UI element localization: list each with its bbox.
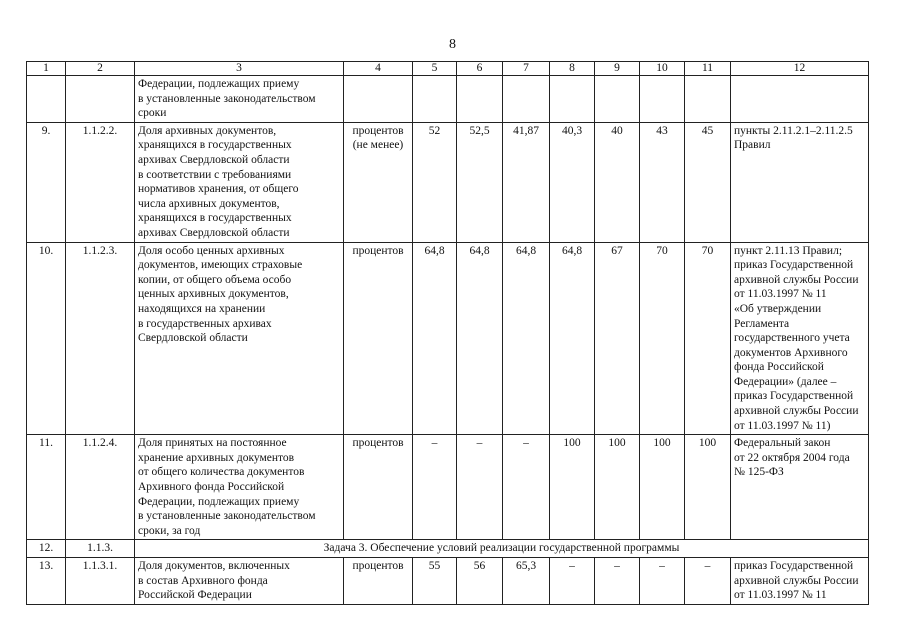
value-col-10: – <box>640 558 685 605</box>
indicator-name: Доля принятых на постоянное хранение архивных документов от общего количества документов Архивного фонда Российской Федерации, подлежащих приему в установленные законодательством сроки, за год <box>135 435 344 540</box>
value-col-7: 41,87 <box>503 122 550 242</box>
row-number: 11. <box>27 435 66 540</box>
indicator-name: Доля документов, включенных в состав Архивного фонда Российской Федерации <box>135 558 344 605</box>
value-col-7: 65,3 <box>503 558 550 605</box>
value-col-9 <box>595 76 640 123</box>
column-header: 3 <box>135 62 344 76</box>
unit <box>344 76 413 123</box>
value-col-10: 43 <box>640 122 685 242</box>
value-col-6: 56 <box>457 558 503 605</box>
value-col-8: – <box>550 558 595 605</box>
value-col-6 <box>457 76 503 123</box>
source-reference: пункты 2.11.2.1–2.11.2.5 Правил <box>731 122 869 242</box>
column-header: 4 <box>344 62 413 76</box>
value-col-9: 40 <box>595 122 640 242</box>
column-header: 1 <box>27 62 66 76</box>
value-col-5: 52 <box>413 122 457 242</box>
source-reference <box>731 76 869 123</box>
value-col-11 <box>685 76 731 123</box>
value-col-7 <box>503 76 550 123</box>
indicator-name: Доля особо ценных архивных документов, имеющих страховые копии, от общего объема особо ценных архивных документов, находящихся на хранении в государственных архивах Свердловской области <box>135 242 344 435</box>
source-reference: пункт 2.11.13 Правил; приказ Государственной архивной службы России от 11.03.1997 № 11 «Об утверждении Регламента государственного учета документов Архивного фонда Российской Федерации» (далее – приказ Государственной архивной службы России от 11.03.1997 № 11) <box>731 242 869 435</box>
value-col-9: 100 <box>595 435 640 540</box>
value-col-10: 70 <box>640 242 685 435</box>
value-col-5: – <box>413 435 457 540</box>
row-number: 10. <box>27 242 66 435</box>
value-col-7: 64,8 <box>503 242 550 435</box>
value-col-5: 55 <box>413 558 457 605</box>
table-row <box>27 558 869 605</box>
value-col-5 <box>413 76 457 123</box>
value-col-9: – <box>595 558 640 605</box>
column-header: 7 <box>503 62 550 76</box>
value-col-11: 70 <box>685 242 731 435</box>
source-reference: Федеральный закон от 22 октября 2004 года № 125-ФЗ <box>731 435 869 540</box>
value-col-5: 64,8 <box>413 242 457 435</box>
unit: процентов <box>344 558 413 605</box>
indicator-name: Федерации, подлежащих приему в установленные законодательством сроки <box>135 76 344 123</box>
column-header: 10 <box>640 62 685 76</box>
value-col-11: 100 <box>685 435 731 540</box>
task-row <box>27 540 869 558</box>
unit: процентов <box>344 242 413 435</box>
task-title: Задача 3. Обеспечение условий реализации государственной программы <box>135 540 869 558</box>
column-header: 11 <box>685 62 731 76</box>
unit: процентов <box>344 435 413 540</box>
value-col-10: 100 <box>640 435 685 540</box>
value-col-9: 67 <box>595 242 640 435</box>
indicator-code: 1.1.2.3. <box>66 242 135 435</box>
value-col-8: 40,3 <box>550 122 595 242</box>
page-number: 8 <box>449 37 456 52</box>
value-col-8: 100 <box>550 435 595 540</box>
table-header-row <box>27 62 869 76</box>
row-number: 12. <box>27 540 66 558</box>
indicators-table <box>26 61 869 605</box>
value-col-6: 64,8 <box>457 242 503 435</box>
unit: процентов (не менее) <box>344 122 413 242</box>
value-col-11: – <box>685 558 731 605</box>
column-header: 9 <box>595 62 640 76</box>
indicator-code: 1.1.3.1. <box>66 558 135 605</box>
value-col-10 <box>640 76 685 123</box>
column-header: 12 <box>731 62 869 76</box>
table-row <box>27 435 869 540</box>
column-header: 2 <box>66 62 135 76</box>
row-number <box>27 76 66 123</box>
value-col-7: – <box>503 435 550 540</box>
table-row <box>27 76 869 123</box>
column-header: 8 <box>550 62 595 76</box>
indicator-code <box>66 76 135 123</box>
column-header: 6 <box>457 62 503 76</box>
indicator-code: 1.1.2.4. <box>66 435 135 540</box>
value-col-11: 45 <box>685 122 731 242</box>
value-col-6: – <box>457 435 503 540</box>
row-number: 13. <box>27 558 66 605</box>
value-col-6: 52,5 <box>457 122 503 242</box>
column-header: 5 <box>413 62 457 76</box>
row-number: 9. <box>27 122 66 242</box>
source-reference: приказ Государственной архивной службы России от 11.03.1997 № 11 <box>731 558 869 605</box>
table-row <box>27 242 869 435</box>
indicator-code: 1.1.3. <box>66 540 135 558</box>
indicator-code: 1.1.2.2. <box>66 122 135 242</box>
value-col-8: 64,8 <box>550 242 595 435</box>
table-row <box>27 122 869 242</box>
indicator-name: Доля архивных документов, хранящихся в государственных архивах Свердловской области в соответствии с требованиями нормативов хранения, от общего числа архивных документов, хранящихся в государственных архивах Свердловской области <box>135 122 344 242</box>
value-col-8 <box>550 76 595 123</box>
